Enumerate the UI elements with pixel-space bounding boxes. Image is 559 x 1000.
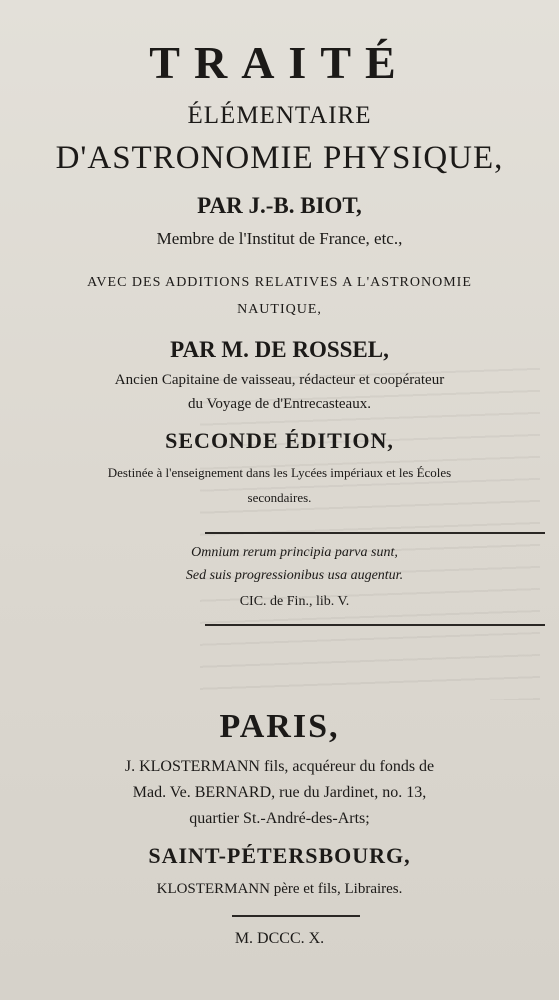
- title-line-2: ÉLÉMENTAIRE: [187, 102, 372, 129]
- imprint-publisher-2: Mad. Ve. BERNARD, rue du Jardinet, no. 13,: [132, 784, 427, 801]
- title-line-1: TRAITÉ: [149, 37, 410, 88]
- epigraph-bottom-rule: [205, 624, 545, 626]
- imprint-publisher-1: J. KLOSTERMANN fils, acquéreur du fonds de: [124, 758, 435, 775]
- contributor-role-2: du Voyage de d'Entrecasteaux.: [188, 396, 371, 412]
- epigraph-top-rule: [205, 532, 545, 534]
- publication-date: M. DCCC. X.: [234, 930, 325, 947]
- imprint-city: PARIS,: [219, 708, 340, 745]
- epigraph-line-1: Omnium rerum principia parva sunt,: [191, 545, 398, 560]
- imprint-publisher-3: quartier St.-André-des-Arts;: [189, 810, 370, 827]
- imprint-city-2: SAINT-PÉTERSBOURG,: [148, 843, 411, 868]
- epigraph-source: CIC. de Fin., lib. V.: [239, 594, 350, 609]
- epigraph-line-2: Sed suis progressionibus usa augentur.: [185, 568, 404, 583]
- additions-line-1: AVEC DES ADDITIONS RELATIVES A L'ASTRONOMIE: [87, 275, 472, 290]
- contributor-byline: PAR M. DE ROSSEL,: [170, 337, 389, 362]
- title-line-3: D'ASTRONOMIE PHYSIQUE,: [55, 140, 504, 176]
- author-affiliation: Membre de l'Institut de France, etc.,: [156, 229, 403, 248]
- author-byline: PAR J.-B. BIOT,: [197, 193, 362, 218]
- date-rule: [232, 915, 360, 917]
- contributor-role-1: Ancien Capitaine de vaisseau, rédacteur et coopérateur: [114, 372, 445, 388]
- imprint-publisher-4: KLOSTERMANN père et fils, Libraires.: [156, 881, 403, 897]
- edition-purpose-2: secondaires.: [247, 490, 312, 505]
- edition-label: SECONDE ÉDITION,: [165, 428, 394, 453]
- edition-purpose-1: Destinée à l'enseignement dans les Lycées impériaux et les Écoles: [107, 465, 452, 480]
- additions-line-2: NAUTIQUE,: [237, 302, 322, 317]
